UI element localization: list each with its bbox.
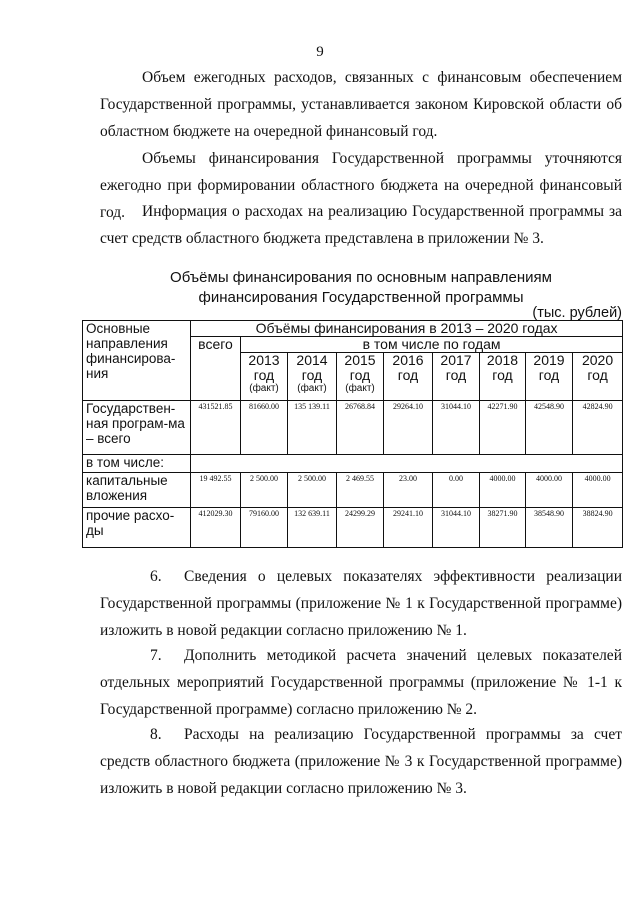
row-label: в том числе:: [83, 454, 191, 472]
list-item-6: 6. Сведения о целевых показателях эффективности реализации Государственной программы (приложение № 1 к Государственной программе) изложить в новой редакции согласно приложению № 1.: [100, 568, 622, 639]
value-cell: 38824.90: [573, 507, 623, 547]
row-label: капитальные вложения: [83, 472, 191, 507]
value-cell: 38271.90: [480, 507, 526, 547]
list-item-8: 8. Расходы на реализацию Государственной программы за счет средств областного бюджета (приложение № 3 к Государственной программе) изложить в новой редакции согласно приложению № 3.: [100, 726, 622, 797]
value-cell: 26768.84: [337, 401, 384, 454]
value-cell: 412029.30: [191, 507, 241, 547]
header-directions: Основные направления финансирова-ния: [83, 321, 191, 401]
value-cell: 29241.10: [384, 507, 433, 547]
value-cell: 19 492.55: [191, 472, 241, 507]
value-cell: 2 500.00: [288, 472, 337, 507]
value-cell: 42548.90: [526, 401, 573, 454]
value-cell: 79160.00: [241, 507, 288, 547]
intro-paragraph-2: Объемы финансирования Государственной программы уточняются ежегодно при формировании областного бюджета на очередной финансовый год.: [100, 150, 622, 221]
value-cell: 0.00: [433, 472, 480, 507]
value-cell: 31044.10: [433, 401, 480, 454]
value-cell: 38548.90: [526, 507, 573, 547]
table-caption: [100, 268, 622, 308]
value-cell: 31044.10: [433, 507, 480, 547]
empty-cell: [191, 454, 623, 472]
year-header: 2014 год (факт): [288, 353, 337, 401]
table-row-total: [83, 401, 623, 454]
value-cell: 132 639.11: [288, 507, 337, 547]
header-by-years: в том числе по годам: [241, 337, 623, 353]
value-cell: 23.00: [384, 472, 433, 507]
table-units: (тыс. рублей): [532, 305, 622, 321]
financing-table: [82, 320, 623, 548]
year-header: 2017 год: [433, 353, 480, 401]
value-cell: 431521.85: [191, 401, 241, 454]
intro-paragraph-3: Информация о расходах на реализацию Государственной программы за счет средств областного бюджета представлена в приложении № 3.: [100, 203, 622, 247]
value-cell: 2 469.55: [337, 472, 384, 507]
value-cell: 4000.00: [573, 472, 623, 507]
header-total: всего: [191, 337, 241, 401]
row-label: Государствен-ная програм-ма – всего: [83, 401, 191, 454]
year-header: 2016 год: [384, 353, 433, 401]
value-cell: 42271.90: [480, 401, 526, 454]
table-row-including: [83, 454, 623, 472]
value-cell: 4000.00: [526, 472, 573, 507]
row-label: прочие расхо-ды: [83, 507, 191, 547]
header-volumes: Объёмы финансирования в 2013 – 2020 годах: [191, 321, 623, 337]
year-header: 2019 год: [526, 353, 573, 401]
value-cell: 42824.90: [573, 401, 623, 454]
value-cell: 4000.00: [480, 472, 526, 507]
table-row-other: [83, 507, 623, 547]
value-cell: 2 500.00: [241, 472, 288, 507]
table-caption-line-1: Объёмы финансирования по основным направлениям: [170, 269, 552, 286]
value-cell: 81660.00: [241, 401, 288, 454]
value-cell: 29264.10: [384, 401, 433, 454]
table-caption-line-2: финансирования Государственной программы: [198, 289, 524, 306]
year-header: 2013 год (факт): [241, 353, 288, 401]
year-header: 2018 год: [480, 353, 526, 401]
table-row-capital: [83, 472, 623, 507]
list-item-7: 7. Дополнить методикой расчета значений целевых показателей отдельных мероприятий Государственной программы (приложение № 1-1 к Государственной программе) согласно приложению № 2.: [100, 647, 622, 718]
page-number: 9: [316, 44, 324, 60]
intro-paragraph-1: Объем ежегодных расходов, связанных с финансовым обеспечением Государственной программы, устанавливается законом Кировской области об областном бюджете на очередной финансовый год.: [100, 69, 622, 140]
value-cell: 135 139.11: [288, 401, 337, 454]
year-header: 2020 год: [573, 353, 623, 401]
value-cell: 24299.29: [337, 507, 384, 547]
year-header: 2015 год (факт): [337, 353, 384, 401]
